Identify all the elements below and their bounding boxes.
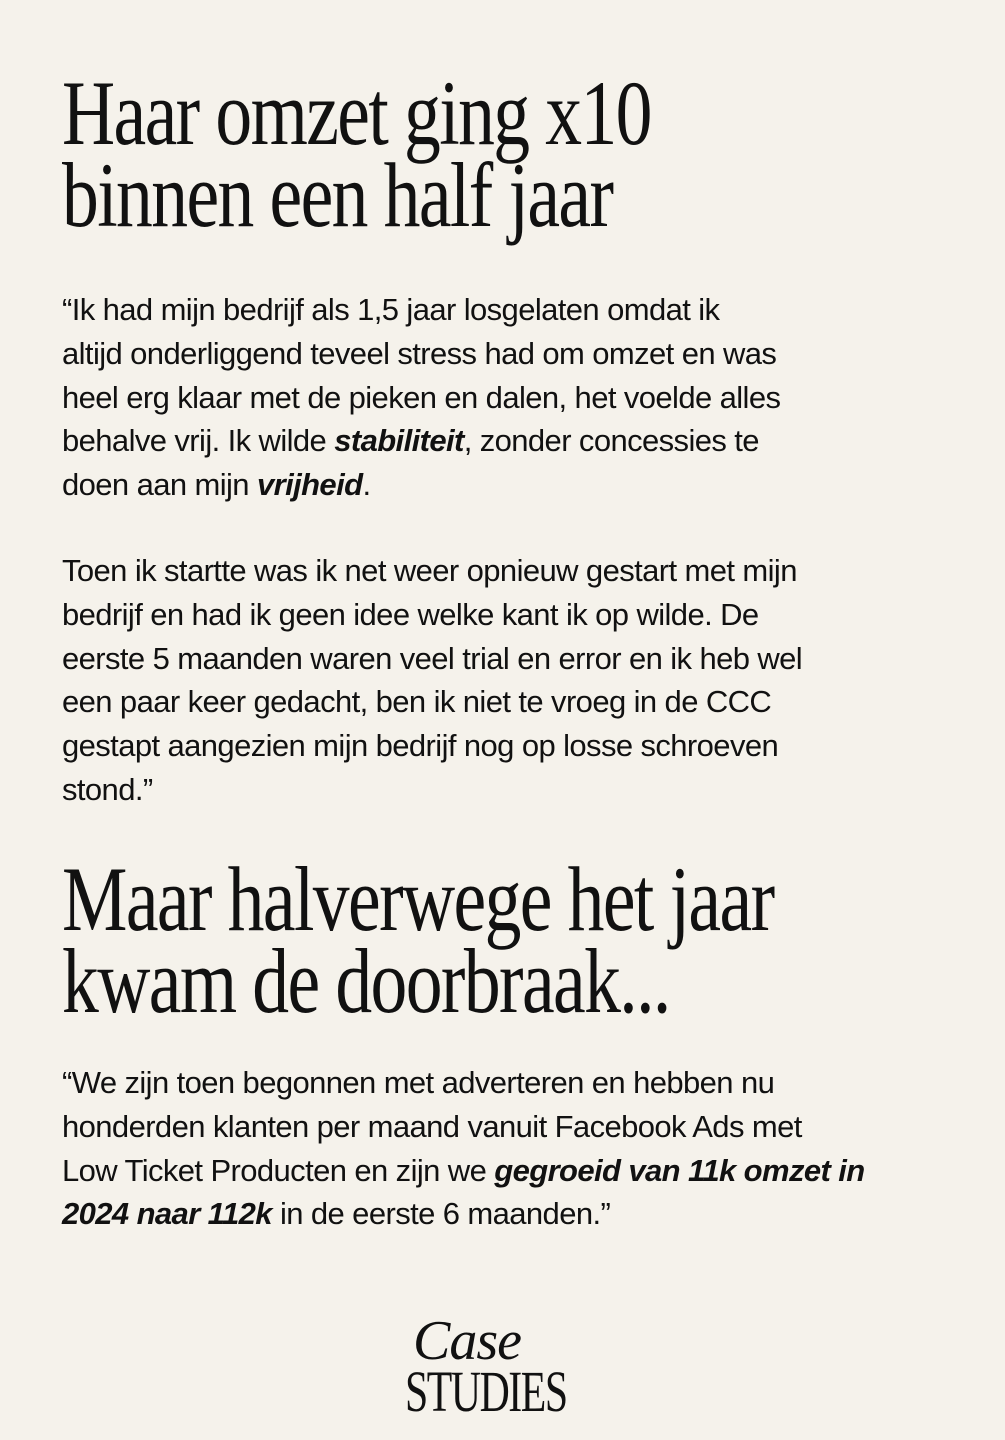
text-segment: stond.” xyxy=(62,771,153,807)
text-segment: in de eerste 6 maanden.” xyxy=(271,1196,611,1232)
case-studies-logo xyxy=(405,1310,629,1424)
text-segment: Toen ik startte was ik net weer opnieuw gestart met mijn xyxy=(62,553,797,588)
text-segment: . xyxy=(362,467,371,503)
text-line xyxy=(62,724,802,768)
text-line xyxy=(62,593,802,637)
text-line xyxy=(62,680,802,724)
headline-line: binnen een half jaar xyxy=(62,144,613,246)
text-line xyxy=(62,332,780,376)
logo-studies: STUDIES xyxy=(405,1359,567,1424)
headline-line: Haar omzet ging x10 xyxy=(62,62,651,164)
quote-paragraph-1 xyxy=(62,288,780,507)
text-line xyxy=(62,1105,865,1149)
headline-line: Maar halverwege het jaar xyxy=(62,848,774,950)
text-line xyxy=(62,419,780,463)
quote-paragraph-2 xyxy=(62,549,802,812)
text-segment: “Ik had mijn bedrijf als 1,5 jaar losgelaten omdat ik xyxy=(62,292,720,327)
text-segment: Low Ticket Producten en zijn we xyxy=(62,1152,495,1188)
text-segment: doen aan mijn xyxy=(62,467,257,503)
emphasis-text: gegroeid van 11k omzet in xyxy=(494,1152,865,1188)
text-segment: “We zijn toen begonnen met adverteren en hebben nu xyxy=(62,1065,775,1100)
text-segment: altijd onderliggend teveel stress had om omzet en was xyxy=(62,335,777,371)
text-line xyxy=(62,637,802,681)
text-segment: heel erg klaar met de pieken en dalen, het voelde alles xyxy=(62,379,781,415)
text-segment: eerste 5 maanden waren veel trial en error en ik heb wel xyxy=(62,640,803,676)
text-line xyxy=(62,1192,865,1236)
logo-case: Case xyxy=(413,1310,521,1372)
headline-revenue xyxy=(62,62,651,246)
text-line xyxy=(62,549,802,593)
text-segment: bedrijf en had ik geen idee welke kant ik op wilde. De xyxy=(62,596,759,632)
text-segment: , zonder concessies te xyxy=(463,423,759,459)
text-line xyxy=(62,288,780,332)
emphasis-text: stabiliteit xyxy=(334,423,464,459)
text-line xyxy=(62,1061,865,1105)
emphasis-text: 2024 naar 112k xyxy=(62,1196,272,1232)
text-line xyxy=(62,1149,865,1193)
text-line xyxy=(62,768,802,812)
quote-paragraph-3 xyxy=(62,1061,865,1236)
emphasis-text: vrijheid xyxy=(256,467,363,503)
text-segment: behalve vrij. Ik wilde xyxy=(62,423,335,459)
text-line xyxy=(62,376,780,420)
headline-breakthrough xyxy=(62,848,774,1032)
headline-line: kwam de doorbraak... xyxy=(62,930,670,1032)
text-line xyxy=(62,463,780,507)
text-segment: honderden klanten per maand vanuit Facebook Ads met xyxy=(62,1108,802,1144)
text-segment: gestapt aangezien mijn bedrijf nog op losse schroeven xyxy=(62,728,779,764)
text-segment: een paar keer gedacht, ben ik niet te vroeg in de CCC xyxy=(62,684,772,720)
